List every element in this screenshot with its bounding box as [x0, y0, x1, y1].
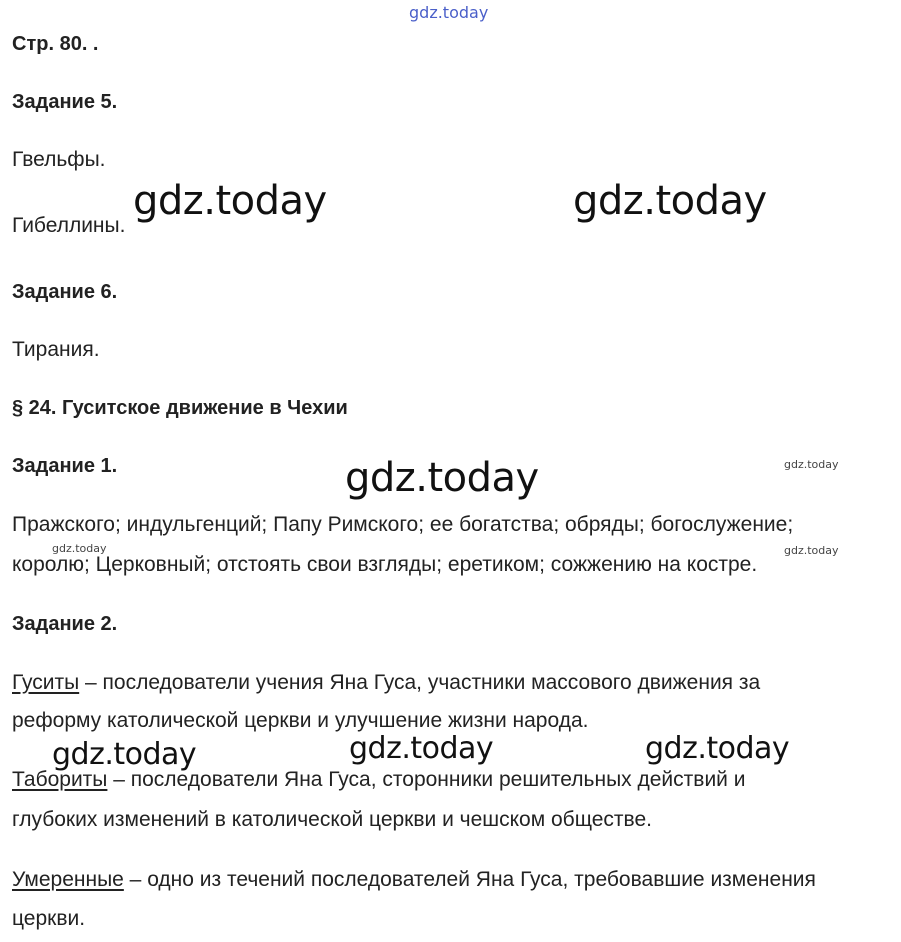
term-hussites: Гуситы	[12, 671, 80, 694]
task1-line-1: Пражского; индульгенций; Папу Римского; ее богатства; обряды; богослужение;	[12, 513, 794, 536]
watermark-top: gdz.today	[409, 3, 489, 22]
term-moderates: Умеренные	[12, 868, 124, 891]
watermark-large-3: gdz.today	[345, 455, 539, 501]
watermark-mid-3: gdz.today	[645, 731, 790, 766]
section-title: § 24. Гуситское движение в Чехии	[12, 397, 348, 419]
task5-answer-2: Гибеллины.	[12, 214, 126, 237]
watermark-small-3: gdz.today	[784, 544, 839, 557]
task5-answer-1: Гвельфы.	[12, 148, 106, 171]
watermark-large-1: gdz.today	[133, 178, 327, 224]
watermark-small-1: gdz.today	[784, 458, 839, 471]
definition-hussites-cont: реформу католической церкви и улучшение жизни народа.	[12, 709, 589, 732]
page-reference: Стр. 80. .	[12, 33, 99, 55]
task1-line-2: королю; Церковный; отстоять свои взгляды; еретиком; сожжению на костре.	[12, 553, 758, 576]
watermark-large-2: gdz.today	[573, 178, 767, 224]
definition-moderates	[12, 867, 816, 893]
definition-hussites-text: – последователи учения Яна Гуса, участники массового движения за	[79, 671, 761, 694]
task6-heading: Задание 6.	[12, 281, 118, 303]
definition-moderates-text: – одно из течений последователей Яна Гуса, требовавшие изменения	[123, 868, 816, 891]
term-taborites: Табориты	[12, 768, 108, 791]
task2-heading: Задание 2.	[12, 613, 118, 635]
task5-heading: Задание 5.	[12, 91, 118, 113]
task6-answer: Тирания.	[12, 338, 100, 361]
definition-hussites	[12, 670, 760, 696]
watermark-mid-1: gdz.today	[52, 737, 197, 772]
definition-taborites-cont: глубоких изменений в католической церкви и чешском обществе.	[12, 808, 652, 831]
definition-taborites-text: – последователи Яна Гуса, сторонники решительных действий и	[107, 768, 746, 791]
watermark-mid-2: gdz.today	[349, 731, 494, 766]
watermark-small-2: gdz.today	[52, 542, 107, 555]
definition-moderates-cont: церкви.	[12, 907, 86, 930]
task1-heading: Задание 1.	[12, 455, 118, 477]
